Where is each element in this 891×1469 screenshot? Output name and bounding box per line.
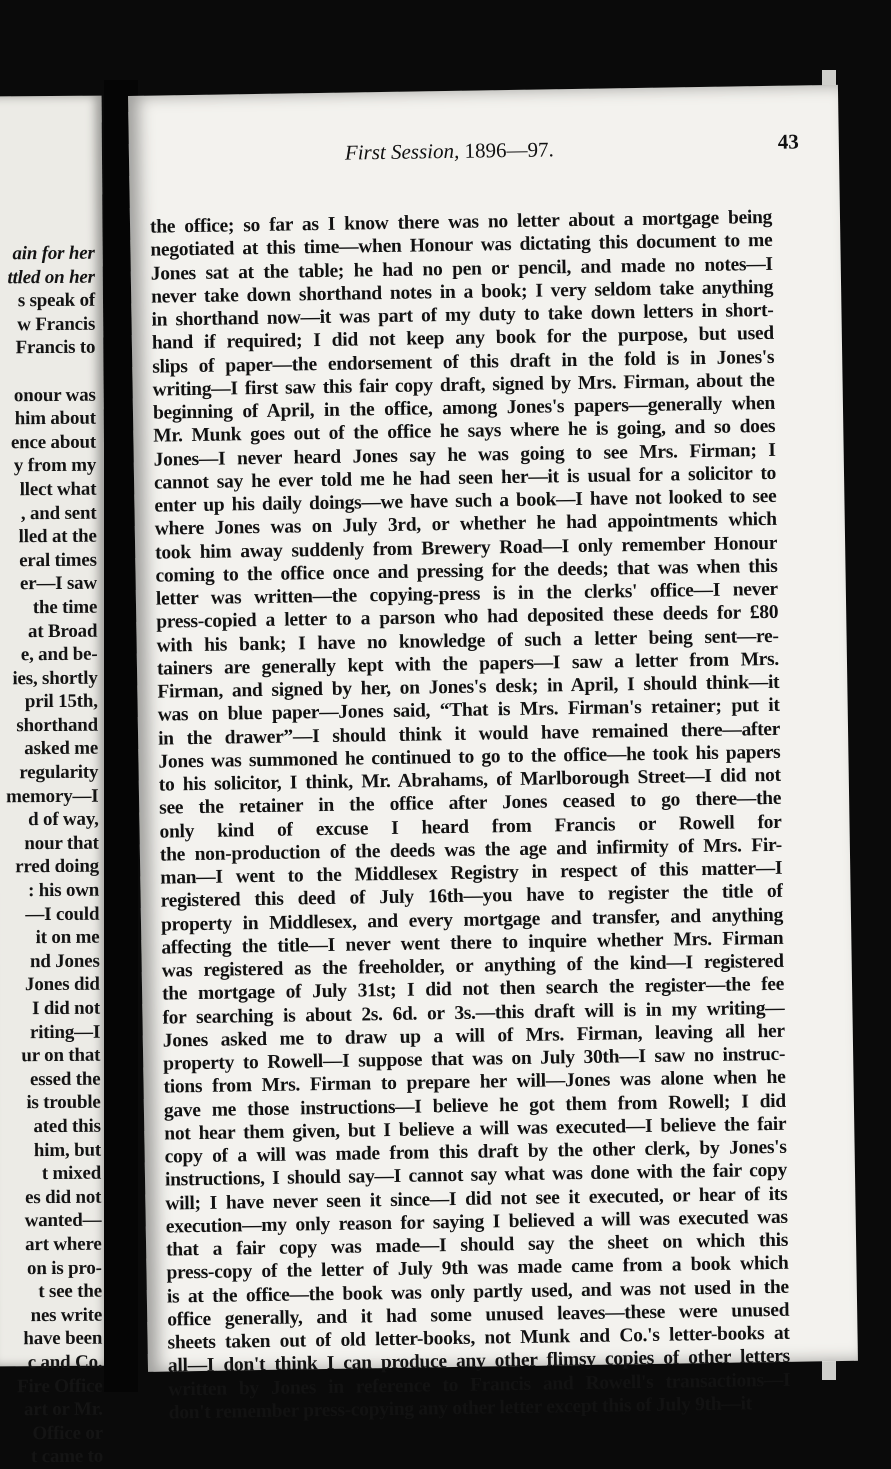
left-text-line: t mixed (41, 1162, 102, 1185)
left-text-line: regularity (19, 761, 99, 784)
text-line: office generally, and it had some unused leaves—these were unused (167, 1299, 790, 1331)
left-text-line: : his own (27, 879, 100, 902)
left-text-line: y from my (13, 455, 97, 477)
text-line: Jones was summoned he continued to go to the office—he took his papers (158, 741, 781, 773)
left-text-line: t came to (30, 1445, 104, 1468)
text-line: Jones asked me to draw up a will of Mrs. Firman, leaving all her (162, 1020, 785, 1052)
left-text-line: shorthand (16, 714, 99, 737)
text-line: took him away suddenly from Brewery Road—I only remember Honour (155, 532, 778, 564)
right-page (128, 85, 858, 1424)
left-text-line: e, and be- (20, 643, 98, 666)
text-line: for searching is about 2s. 6d. or 3s.—this draft will is in my writing— (162, 997, 785, 1029)
text-line: not hear them given, but I believe a will was executed—I believe the fair (164, 1113, 787, 1145)
text-line: is at the office—the book was only partly used, and was not used in the (166, 1276, 789, 1308)
left-text-line: have been (23, 1327, 103, 1350)
page-number: 43 (777, 129, 799, 154)
text-line: registered this deed of July 16th—you have to register the title of (160, 881, 783, 912)
left-text-line: Francis to (15, 337, 96, 359)
left-text-line: is trouble (26, 1092, 101, 1114)
text-line: Mr. Munk goes out of the office he says where he is going, and so does (153, 416, 776, 447)
running-head (345, 137, 554, 165)
left-text-line: art where (25, 1233, 102, 1256)
left-text-line: I did not (31, 997, 101, 1020)
left-text-line: , and sent (20, 502, 97, 524)
left-text-line: asked me (24, 738, 99, 760)
left-text-line: pril 15th, (24, 690, 98, 713)
left-text-line: es did not (25, 1186, 102, 1208)
left-text-line: c and Co. (27, 1351, 103, 1374)
left-text-line: er—I saw (19, 572, 98, 595)
text-line: cannot say he ever told me he had seen her—it is usual for a solicitor to (153, 462, 777, 494)
text-line: was registered as the freeholder, or anything of the kind—I registered (161, 950, 784, 982)
left-text-line: ated this (33, 1115, 101, 1138)
left-text-line: nes write (30, 1304, 103, 1326)
text-line: Jones—I never heard Jones say he was going to see Mrs. Firman; I (153, 439, 776, 471)
left-text-line: nd Jones (29, 950, 100, 972)
text-line: gave me those instructions—I believe he got them from Rowell; I did (163, 1090, 787, 1122)
left-text-line (3, 360, 95, 384)
left-text-line: nour that (24, 832, 99, 855)
left-page-fragment (0, 96, 110, 1468)
left-text-line: the time (32, 596, 98, 619)
text-line: in shorthand now—it was part of my duty to take down letters in short- (151, 299, 774, 331)
text-line: Firman, and signed by her, on Jones's desk; in April, I should think—it (157, 671, 780, 703)
text-line: negotiated at this time—when Honour was dictating this document to me (150, 230, 773, 261)
text-line: press-copy of the letter of July 9th was made came from a book which (166, 1253, 789, 1284)
running-head-years: 1896—97. (464, 137, 554, 163)
left-page-text (2, 242, 103, 1469)
left-text-line: onour was (13, 384, 96, 406)
text-line: the mortgage of July 31st; I did not then search the register—the fee (161, 974, 785, 1005)
text-line: sheets taken out of old letter-books, not Munk and Co.'s letter-books at (167, 1322, 790, 1354)
text-line: instructions, I should say—I cannot say what was done with the fair copy (164, 1160, 788, 1191)
text-line: in the drawer”—I should think it would have remained there—after (157, 718, 781, 750)
text-line: hand if required; I did not keep any book for the purpose, but used (151, 323, 774, 354)
text-line: with his bank; I have no knowledge of such a letter being sent—re- (156, 625, 779, 657)
text-line: man—I went to the Middlesex Registry in respect of this matter—I (160, 857, 783, 889)
text-line: only kind of excuse I heard from Francis or Rowell for (159, 811, 782, 843)
left-text-line: t see the (38, 1280, 102, 1303)
text-line: writing—I first saw this fair copy draft, signed by Mrs. Firman, about the (152, 369, 775, 401)
testimony-text (150, 206, 791, 1425)
text-line: Jones sat at the table; he had no pen or pencil, and made no notes—I (150, 253, 773, 285)
text-line: all—I don't think I can produce any other flimsy copies of other letters (167, 1346, 791, 1377)
left-text-line: ence about (10, 431, 97, 454)
left-text-line: rred doing (15, 856, 100, 878)
text-line: affecting the title—I never went there to inquire whether Mrs. Firman (161, 927, 784, 959)
left-text-line: Jones did (24, 974, 100, 996)
text-line: property in Middlesex, and every mortgage and transfer, and anything (160, 904, 784, 936)
text-line: was on blue paper—Jones said, “That is Mrs. Firman's retainer; put it (157, 695, 780, 726)
text-line: enter up his daily doings—we have such a book—I have not looked to see (154, 485, 777, 517)
left-text-line: s speak of (17, 289, 96, 312)
text-line: copy of a will was made from this draft by the other clerk, by Jones's (164, 1136, 787, 1168)
left-text-line: art or Mr. (23, 1398, 103, 1421)
left-text-line: ttled on her (7, 266, 95, 288)
text-line: where Jones was on July 3rd, or whether he had appointments which (154, 509, 777, 540)
text-line: tions from Mrs. Firman to prepare her will—Jones was alone when he (163, 1067, 786, 1098)
left-text-line: ain for her (12, 242, 95, 265)
text-line: tainers are generally kept with the papers—I saw a letter from Mrs. (156, 648, 780, 680)
text-line: to his solicitor, I think, Mr. Abrahams, of Marlborough Street—I did not (158, 764, 781, 796)
text-line: don't remember press-copying any other letter except this of July 9th—it (168, 1393, 752, 1424)
left-text-line: on is pro- (26, 1257, 102, 1279)
left-text-line: it on me (35, 926, 100, 949)
left-text-line: ies, shortly (12, 667, 98, 689)
left-text-line: w Francis (17, 313, 96, 335)
left-text-line: —I could (25, 903, 100, 925)
running-head-session: First Session, (344, 138, 460, 165)
left-text-line: d of way, (28, 808, 99, 831)
left-text-line: Office or (32, 1422, 103, 1444)
left-text-line: ur on that (21, 1044, 101, 1067)
text-line: execution—my only reason for saying I believed a will was executed was (165, 1206, 788, 1238)
text-line: coming to the office once and pressing for the deeds; that was when this (155, 555, 778, 587)
text-line: beginning of April, in the office, among Jones's papers—generally when (152, 392, 776, 424)
text-line: see the retainer in the office after Jones ceased to go there—the (159, 788, 782, 819)
left-text-line: memory—I (6, 785, 99, 807)
left-text-line: lled at the (18, 525, 97, 548)
left-text-line: eral times (19, 549, 97, 571)
left-text-line: riting—I (29, 1021, 101, 1043)
text-line: written by Jones in reference to Francis and Rowell's transactions—I (168, 1369, 791, 1401)
text-line: the non-production of the deeds was the age and infirmity of Mrs. Fir- (159, 834, 783, 866)
left-text-line: him about (14, 407, 96, 430)
text-line: never take down shorthand notes in a book; I very seldom take anything (150, 276, 774, 308)
text-line: the office; so far as I know there was no letter about a mortgage being (149, 206, 773, 238)
text-line: property to Rowell—I suppose that was on July 30th—I saw no instruc- (163, 1043, 786, 1075)
text-line: will; I have never seen it since—I did not see it executed, or hear of its (165, 1183, 788, 1215)
text-line: that a fair copy was made—I should say the sheet on which this (165, 1229, 789, 1261)
left-text-line: him, but (33, 1139, 101, 1161)
left-text-line: Fire Office (16, 1375, 103, 1397)
text-line: press-copied a letter to a parson who had deposited these deeds for £80 (156, 602, 779, 633)
text-line: letter was written—the copying-press is in the clerks' office—I never (155, 578, 778, 610)
left-text-line: llect what (19, 478, 97, 501)
text-line: slips of paper—the endorsement of this draft in the fold is in Jones's (152, 346, 775, 378)
left-text-line: wanted— (24, 1209, 102, 1232)
left-text-line: essed the (29, 1068, 101, 1090)
left-text-line: at Broad (27, 620, 98, 642)
